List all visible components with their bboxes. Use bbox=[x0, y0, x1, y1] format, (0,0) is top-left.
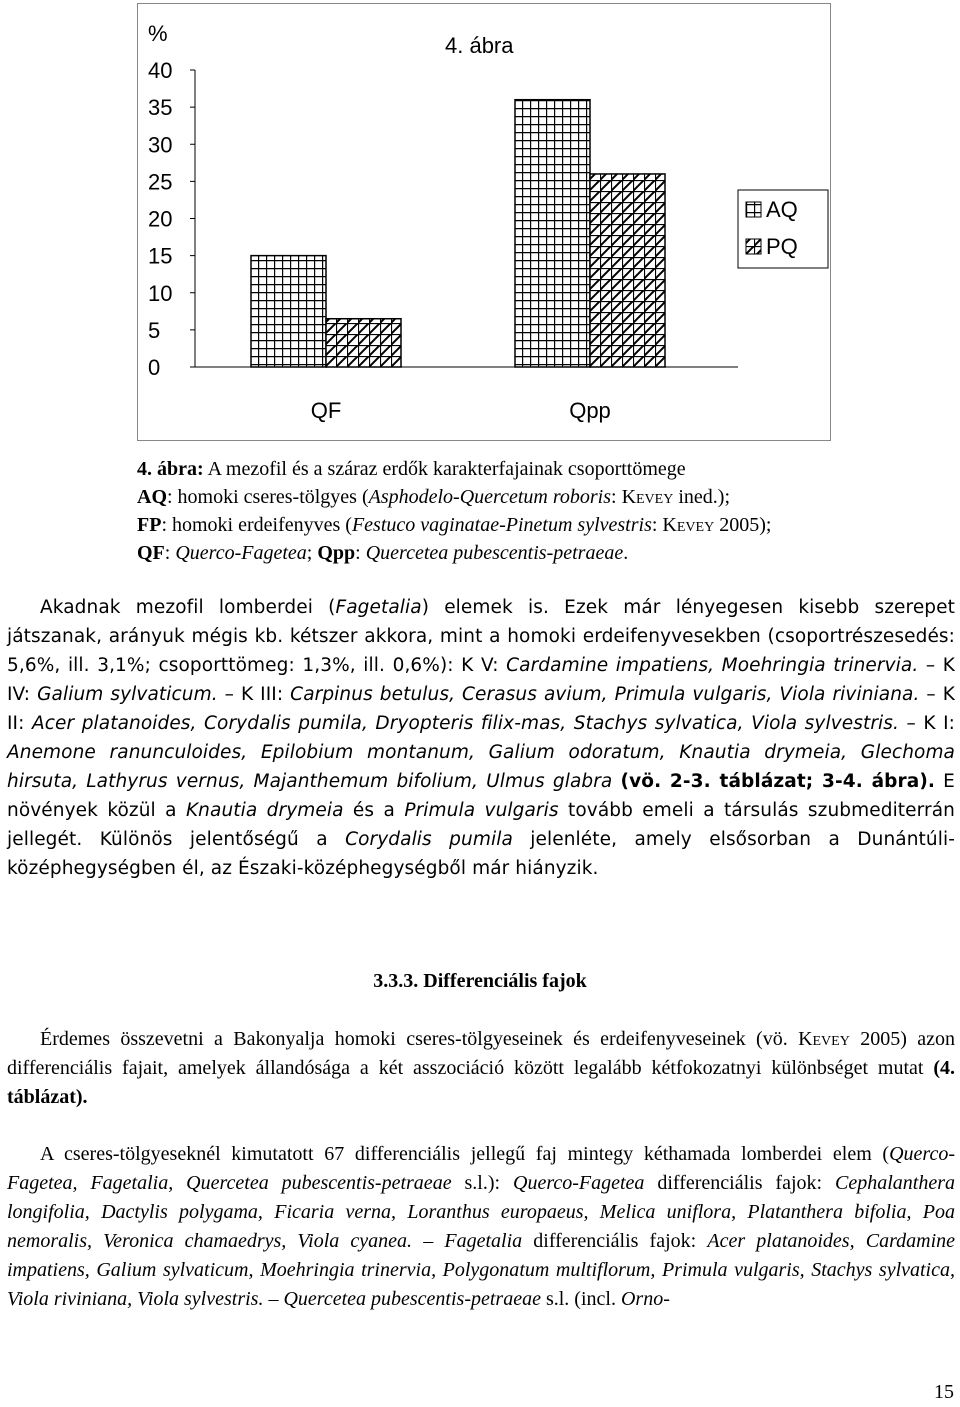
p1-k1-species: Anemone ranunculoides, Epilobium montanum, Galium odoratum, Knautia drymeia, Glechoma hirsuta, Lathyrus vernus, Majanthemum bifolium, Ulmus glabra bbox=[7, 742, 955, 792]
caption-qf-latin: Querco-Fagetea bbox=[175, 542, 307, 564]
p3-latin-1: Querco-Fagetea, Fagetalia, Quercetea pubescentis-petraeae bbox=[7, 1143, 955, 1194]
p3-latin-6: Quercetea pubescentis-petraeae bbox=[283, 1288, 541, 1310]
legend-label-PQ: PQ bbox=[766, 234, 798, 259]
p1-k3-species: Carpinus betulus, Cerasus avium, Primula vulgaris, Viola riviniana. bbox=[290, 684, 920, 705]
caption-qpp-abbr: Qpp bbox=[317, 542, 356, 564]
p1-text-6: – K I: bbox=[899, 713, 955, 734]
p1-text-9: tovább emeli a társulás szubmediterrán jellegét. Különös jelentőségű a bbox=[7, 800, 955, 850]
chart-svg bbox=[138, 4, 830, 440]
p2-author: Kevey bbox=[798, 1028, 850, 1050]
caption-fp-latin: Festuco vaginatae-Pinetum sylvestris bbox=[351, 514, 652, 536]
x-axis-labels bbox=[311, 398, 611, 423]
p1-text-8: és a bbox=[343, 800, 405, 821]
bar-PQ-QF bbox=[326, 319, 401, 367]
p1-reference: (vö. 2-3. táblázat; 3-4. ábra). bbox=[620, 771, 936, 792]
chart-title: 4. ábra bbox=[445, 33, 514, 58]
caption-qf-abbr: QF bbox=[137, 542, 165, 564]
p1-text-2: ) elemek is. Ezek már lényegesen kisebb szerepet játszanak, arányuk mégis kb. kétszer akkora, mint a homoki erdeifenyvesekben (csoportrészesedés: 5,6%, ill. 3,1%; csoporttömeg: 1,3%, ill. 0,6%): K V: bbox=[7, 597, 955, 676]
y-axis-label: % bbox=[148, 21, 168, 46]
legend-swatch-PQ bbox=[746, 239, 761, 254]
p1-species-corydalis: Corydalis pumila bbox=[345, 829, 513, 850]
bar-chart bbox=[137, 3, 831, 441]
figure-caption-line-2: AQ: homoki cseres-tölgyes (Asphodelo-Quercetum roboris: Kevey ined.); bbox=[137, 486, 730, 508]
p1-text-10: jelenléte, amely elsősorban a Dunántúli-középhegységben él, az Északi-középhegységből már hiányzik. bbox=[7, 829, 955, 879]
p2-text-1: Érdemes összevetni a Bakonyalja homoki cseres-tölgyeseinek és erdeifenyveseinek (vö. bbox=[40, 1028, 799, 1050]
p1-k4-species: Galium sylvaticum. bbox=[37, 684, 218, 705]
caption-fp-end: 2005); bbox=[714, 514, 772, 536]
paragraph-mesophilous-elements bbox=[7, 593, 955, 883]
caption-aq-text: : homoki cseres-tölgyes ( bbox=[167, 486, 369, 508]
p3-latin-5: Acer platanoides, Cardamine impatiens, Galium sylvaticum, Moehringia trinervia, Polygonatum multiflorum, Primula vulgaris, Stachys sylvatica, Viola riviniana, Viola sylvestris. bbox=[7, 1230, 955, 1310]
caption-title: A mezofil és a száraz erdők karakterfajainak csoporttömege bbox=[203, 458, 686, 480]
p2-reference: (4. táblázat). bbox=[7, 1057, 955, 1108]
caption-qpp-latin: Quercetea pubescentis-petraeae bbox=[365, 542, 624, 564]
y-tick-label: 40 bbox=[148, 58, 173, 83]
p3-latin-3: Cephalanthera longifolia, Dactylis polygama, Ficaria verna, Loranthus europaeus, Melica uniflora, Platanthera bifolia, Poa nemoralis, Veronica chamaedrys, Viola cyanea. bbox=[7, 1172, 956, 1252]
p3-latin-4: Fagetalia bbox=[444, 1230, 523, 1252]
figure-caption-line-1 bbox=[137, 456, 686, 483]
paragraph-differential-species bbox=[7, 1140, 955, 1314]
p3-text-4: – bbox=[412, 1230, 445, 1252]
caption-fp-text: : homoki erdeifenyves ( bbox=[161, 514, 352, 536]
figure-caption-line-4: QF: Querco-Fagetea; Qpp: Quercetea pubescentis-petraeae. bbox=[137, 542, 629, 564]
page-number: 15 bbox=[934, 1381, 954, 1403]
p3-text-1: A cseres-tölgyeseknél kimutatott 67 differenciális jellegű faj mintegy kéthamada lomberdei elem ( bbox=[40, 1143, 890, 1165]
y-tick-label: 10 bbox=[148, 280, 173, 306]
bar-AQ-Qpp bbox=[515, 100, 590, 367]
caption-aq-abbr: AQ bbox=[137, 486, 167, 508]
p3-text-2: s.l.): bbox=[451, 1172, 513, 1194]
y-tick-label: 30 bbox=[148, 132, 173, 158]
p1-species-primula: Primula vulgaris bbox=[404, 800, 559, 821]
section-title: 3.3.3. Differenciális fajok bbox=[373, 970, 587, 992]
caption-aq-latin: Asphodelo-Quercetum roboris bbox=[368, 486, 611, 508]
p1-species-knautia: Knautia drymeia bbox=[185, 800, 344, 821]
p1-text-5: – K II: bbox=[7, 684, 955, 734]
y-tick-label: 20 bbox=[148, 206, 173, 232]
paragraph-differential-intro bbox=[7, 1025, 955, 1112]
p1-k5-species: Cardamine impatiens, Moehringia trinervia. bbox=[506, 655, 919, 676]
caption-aq-end: ined.); bbox=[673, 486, 730, 508]
bars bbox=[195, 100, 738, 367]
p3-text-7: s.l. (incl. bbox=[540, 1288, 621, 1310]
y-tick-label: 0 bbox=[148, 355, 161, 380]
p1-text-4: – K III: bbox=[217, 684, 291, 705]
figure-label: 4. ábra: bbox=[137, 458, 204, 480]
chart-legend bbox=[738, 190, 828, 268]
p3-text-3: differenciális fajok: bbox=[644, 1172, 836, 1194]
legend-swatch-AQ bbox=[746, 202, 761, 217]
bar-AQ-QF bbox=[251, 256, 326, 367]
p3-text-6: – bbox=[263, 1288, 284, 1310]
legend-label-AQ: AQ bbox=[766, 197, 798, 222]
caption-fp-author: Kevey bbox=[662, 514, 715, 536]
p3-latin-2: Querco-Fagetea bbox=[513, 1172, 645, 1194]
y-tick-label: 15 bbox=[148, 243, 173, 269]
p1-k2-species: Acer platanoides, Corydalis pumila, Dryopteris filix-mas, Stachys sylvatica, Viola sylvestris. bbox=[31, 713, 899, 734]
figure-caption-line-3: FP: homoki erdeifenyves (Festuco vaginatae-Pinetum sylvestris: Kevey 2005); bbox=[137, 514, 772, 536]
y-axis bbox=[148, 58, 195, 380]
p1-latin-fagetalia: Fagetalia bbox=[335, 597, 422, 618]
p1-text-1: Akadnak mezofil lomberdei ( bbox=[40, 597, 336, 618]
y-tick-label: 25 bbox=[148, 169, 173, 195]
caption-aq-author: Kevey bbox=[621, 486, 674, 508]
p1-text-3: – K IV: bbox=[7, 655, 956, 705]
y-tick-label: 35 bbox=[148, 95, 173, 121]
p1-text-7: E növények közül a bbox=[7, 771, 955, 821]
p3-text-5: differenciális fajok: bbox=[522, 1230, 708, 1252]
x-tick-label: Qpp bbox=[569, 398, 611, 423]
bar-PQ-Qpp bbox=[590, 174, 665, 367]
caption-fp-abbr: FP bbox=[137, 514, 162, 536]
p2-text-2: 2005) azon differenciális fajait, amelyek állandósága a két asszociáció között legalább kétfokozatnyi különbséget mutat bbox=[7, 1028, 955, 1079]
p3-latin-7: Orno- bbox=[620, 1288, 670, 1310]
x-tick-label: QF bbox=[310, 398, 342, 423]
y-tick-label: 5 bbox=[148, 317, 161, 343]
